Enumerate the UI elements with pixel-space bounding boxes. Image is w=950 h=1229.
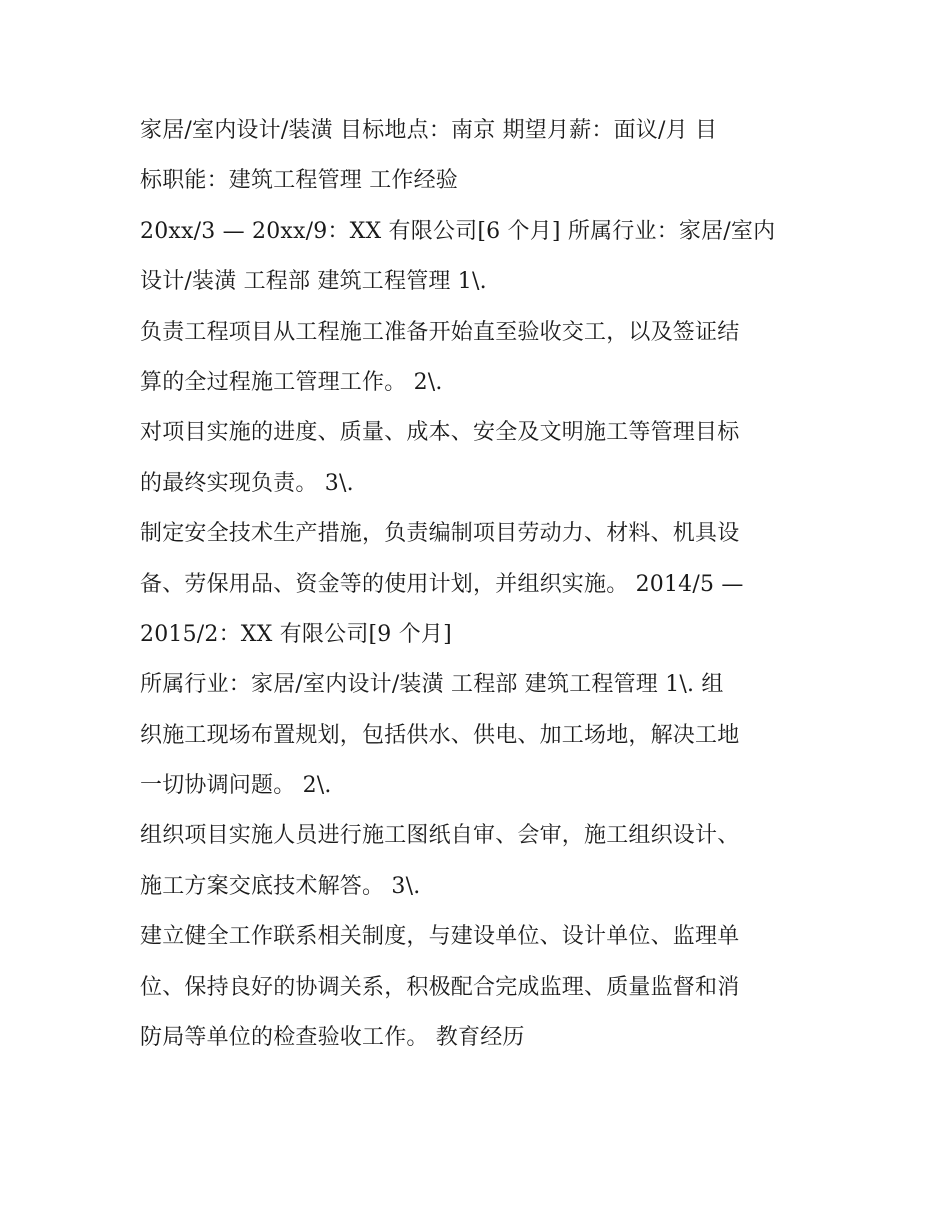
- text-line: 的最终实现负责。 3\.: [140, 470, 354, 496]
- text-line: 对项目实施的进度、质量、成本、安全及文明施工等管理目标: [140, 420, 740, 446]
- text-line: 所属行业：家居/室内设计/装潢 工程部 建筑工程管理 1\. 组: [140, 672, 724, 698]
- text-line: 织施工现场布置规划，包括供水、供电、加工场地，解决工地: [140, 722, 740, 748]
- text-line: 标职能：建筑工程管理 工作经验: [140, 168, 458, 194]
- text-line: 家居/室内设计/装潢 目标地点：南京 期望月薪：面议/月 目: [140, 118, 718, 143]
- text-line: 位、保持良好的协调关系，积极配合完成监理、质量监督和消: [140, 974, 740, 1000]
- text-line: 2015/2：XX 有限公司[9 个月]: [140, 621, 452, 647]
- text-line: 施工方案交底技术解答。 3\.: [140, 873, 421, 899]
- text-line: 20xx/3 — 20xx/9：XX 有限公司[6 个月] 所属行业：家居/室内: [140, 218, 776, 244]
- text-line: 制定安全技术生产措施，负责编制项目劳动力、材料、机具设: [140, 521, 740, 547]
- text-line: 设计/装潢 工程部 建筑工程管理 1\.: [140, 269, 487, 295]
- text-line: 备、劳保用品、资金等的使用计划，并组织实施。 2014/5 —: [140, 571, 744, 597]
- text-line: 负责工程项目从工程施工准备开始直至验收交工，以及签证结: [140, 319, 740, 345]
- text-line: 建立健全工作联系相关制度，与建设单位、设计单位、监理单: [140, 924, 740, 950]
- text-line: 防局等单位的检查验收工作。 教育经历: [140, 1025, 525, 1051]
- text-line: 一切协调问题。 2\.: [140, 773, 332, 799]
- resume-text-block: [140, 106, 830, 1063]
- text-line: 算的全过程施工管理工作。 2\.: [140, 369, 443, 395]
- text-line: 组织项目实施人员进行施工图纸自审、会审，施工组织设计、: [140, 823, 740, 849]
